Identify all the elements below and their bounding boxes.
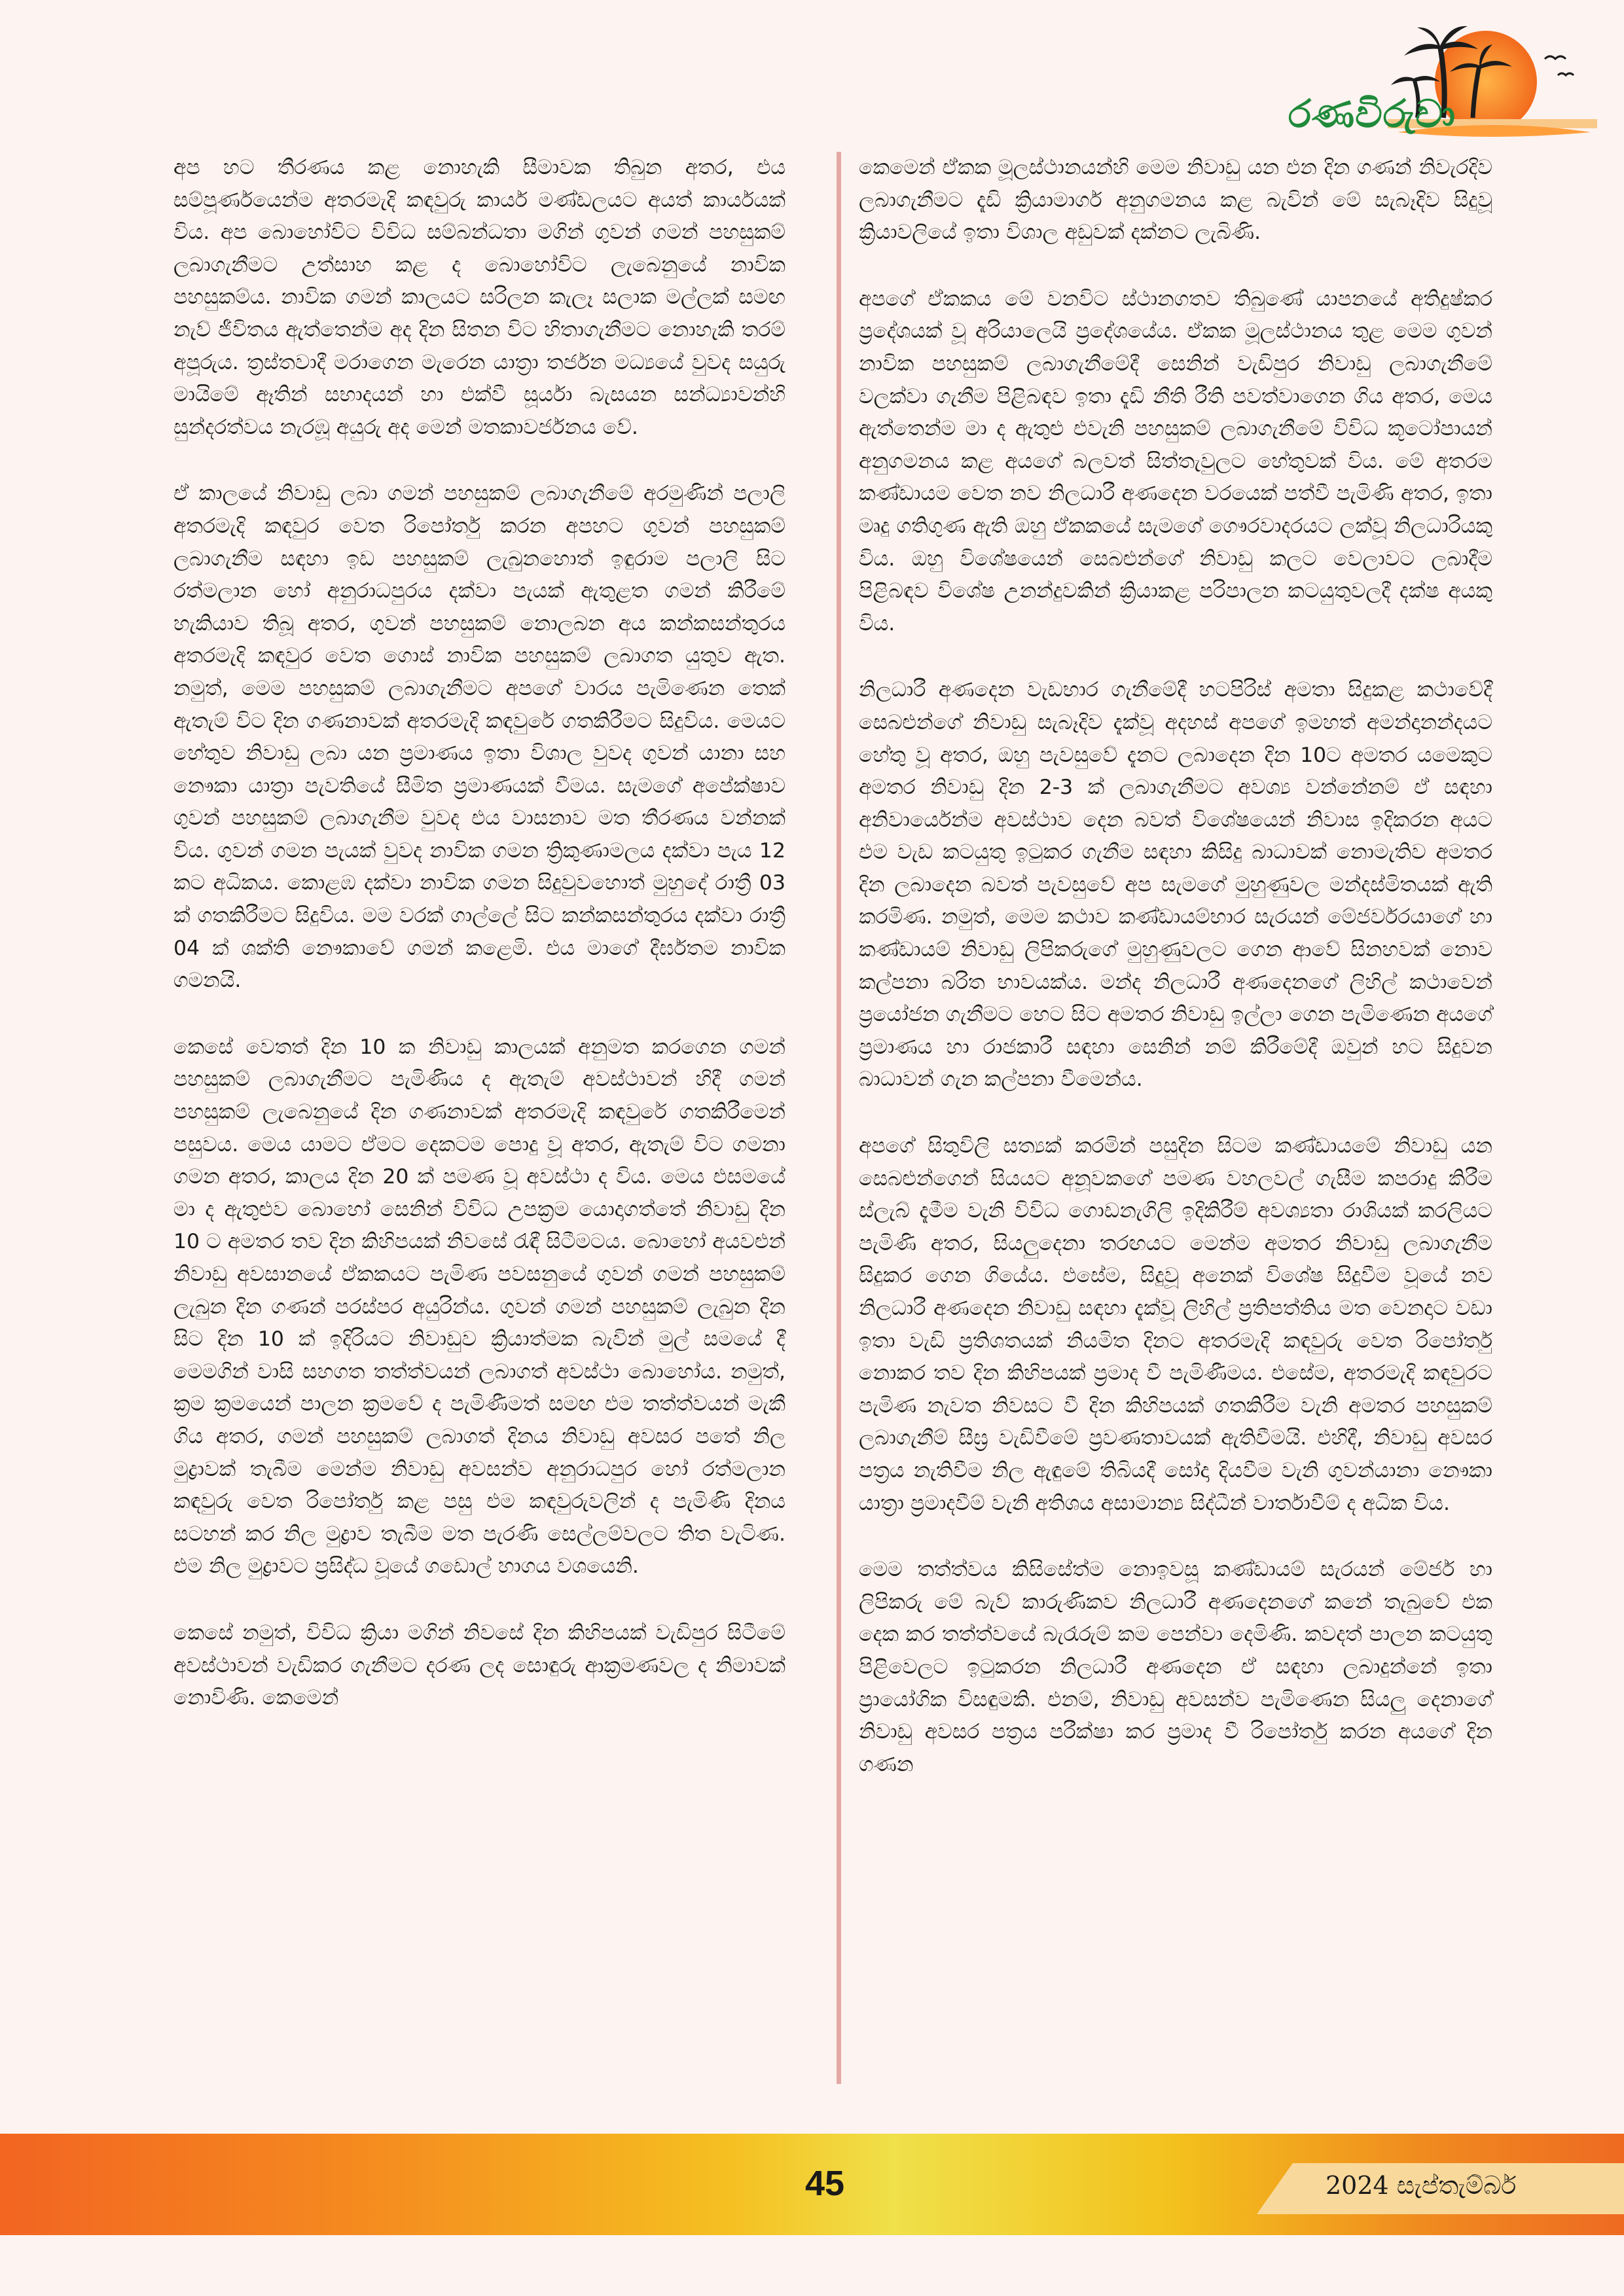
article-column-right <box>859 152 1492 1815</box>
logo-title: රණවිරුවා <box>1288 92 1456 136</box>
page-number: 45 <box>804 2164 845 2203</box>
paragraph: මෙම තත්ත්වය කිසිසේත්ම නොඉවසූ කණ්ඩායම් සැරයන් මේජර් හා ලිපිකරු මේ බැව් කාරුණිකව නිලධාරී අණදෙනගේ කනේ තැබුවේ එක දෙක කර තත්ත්වයේ බැරෑරුම් කම පෙන්වා දෙමිණි. කවදත් පාලන කටයුතු පිළිවෙලට ඉටුකරන නිලධාරී අණදෙන ඒ සඳහා ලබාදුන්නේ ඉතා ප්‍රායෝගික විසඳුමකි. එනම්, නිවාඩු අවසන්ව පැමිණෙන සියලු දෙනාගේ නිවාඩු අවසර පත්‍රය පරීක්ෂා කර ප්‍රමාද වී රිපෝර්තු කරන අයගේ දින ගණන <box>859 1558 1492 1776</box>
paragraph: අපගේ ඒකකය මේ වනවිට ස්ථානගතව තිබුණේ යාපනයේ අතිදුෂ්කර ප්‍රදේශයක් වූ අරියාලෙයි ප්‍රදේශයේය. ඒකක මූලස්ථානය තුළ මෙම ගුවන් නාවික පහසුකම් ලබාගැනීමේදී සෙනින් වැඩිපුර නිවාඩු ලබාගැනීමේ වලක්වා ගැනීම පිළිබඳව ඉතා දැඩි නීති රීති පවත්වාගෙන ගිය අතර, මෙය ඇත්තෙන්ම මා ද ඇතුළු එවැනි පහසුකම් ලබාගැනීමේ විවිධ කූටෝපායන් අනුගමනය කළ අයගේ බලවත් සිත්තැවුලට හේතුවක් විය. මේ අතරම කණ්ඩායම වෙත නව නිලධාරී අණදෙන වරයෙක් පත්වී පැමිණි අතර, ඉතා මෘදු ගතිගුණ ඇති ඔහු ඒකකයේ සැමගේ ගෞරවාදරයට ලක්වූ නිලධාරියකු විය. ඔහු විශේෂයෙන් සෙබළුන්ගේ නිවාඩු කලට වෙලාවට ලබාදීම පිළිබඳව විශේෂ උනන්දුවකින් ක්‍රියාකළ පරිපාලන කටයුතුවලදී දක්ෂ අයකු විය. <box>859 287 1492 636</box>
paragraph: අපගේ සිතුවිලි සත්‍යක් කරමින් පසුදින සිටම කණ්ඩායමේ නිවාඩු යන සෙබළුන්ගෙන් සියයට අනූවකගේ පමණ වහලවල් ගැසීම කපරාදු කිරීම ස්ලැබ් දැමීම වැනි විවිධ ගොඩනැගිලි ඉදිකිරීම් අවශ්‍යතා රාශියක් කරලියට පැමිණි අතර, සියලුදෙනා තරඟයට මෙන්ම අමතර නිවාඩු ලබාගැනීම සිදුකර ගෙන ගියේය. එසේම, සිදුවූ අනෙක් විශේෂ සිදුවීම වූයේ නව නිලධාරී අණදෙන නිවාඩු සඳහා දැක්වූ ලිහිල් ප්‍රතිපත්තිය මත වෙනදාට වඩා ඉතා වැඩි ප්‍රතිශතයක් නියමිත දිනට අතරමැදි කඳවුරු වෙත රිපෝර්තු නොකර තව දින කිහිපයක් ප්‍රමාද වී පැමිණීමය. එසේම, අතරමැදි කඳවුරට පැමිණ නැවත නිවසට වී දින කිහිපයක් ගතකිරීම වැනි අමතර පහසුකම් ලබාගැනීම් සීඝ්‍ර වැඩිවීමේ ප්‍රවණතාවයක් ඇතිවීමයි. එහිදී, නිවාඩු අවසර පත්‍රය නැතිවීම නිල ඇඳුමේ තිබියදී සෝදා දියවීම වැනි ගුවන්යානා නෞකා යාත්‍රා ප්‍රමාදවීම් වැනි අතිශය අසාමාන්‍ය සිද්ධීන් වාර්තාවීම් ද අධික විය. <box>859 1134 1492 1515</box>
paragraph: අප හට තීරණය කළ නොහැකි සීමාවක තිබුන අතර, එය සම්පූර්ණයෙන්ම අතරමැදි කඳවුරු කාර්ය මණ්ඩලයට අයත් කාර්යයක් විය. අප බොහෝවිට විවිධ සම්බන්ධතා මගින් ගුවන් ගමන් පහසුකම් ලබාගැනීමට උත්සාහ කළ ද බොහෝවිට ලැබෙනුයේ නාවික පහසුකම්ය. නාවික ගමන් කාලයට සරිලන කැලෑ සලාක මල්ලක් සමඟ නැව් ජීවිතය ඇත්තෙන්ම අද දින සිතන විට හිතාගැනීමට නොහැකි තරම් අපූරුය. ත්‍රස්තවාදී මරාගෙන මැරෙන යාත්‍රා තර්ජන මධ්‍යයේ වුවද සයුරු මායිමේ ඈතින් සභාදයන් හා එක්වී සූර්යා බැසයන සන්ධ්‍යාවන්හි සුන්දරත්වය නැරඹූ අයුරු අද මෙන් මතකාවර්ජනය වේ. <box>173 156 785 439</box>
magazine-logo <box>1283 20 1610 157</box>
paragraph: ඒ කාලයේ නිවාඩු ලබා ගමන් පහසුකම් ලබාගැනීමේ අරමුණින් පලාලි අතරමැදි කඳවුර වෙත රිපෝර්තු කරන අපහට ගුවන් පහසුකම් ලබාගැනීම සඳහා ඉඩ පහසුකම් ලැබුනහොත් ඉඳුරාම පලාලි සිට රත්මලාන හෝ අනුරාධපුරය දක්වා පැයක් ඇතුළත ගමන් කිරීමේ හැකියාව තිබූ අතර, ගුවන් පහසුකම් නොලබන අය කන්කසන්තුරය අතරමැදි කඳවුර වෙත ගොස් නාවික පහසුකම් ලබාගත යුතුව ඇත. නමුත්, මෙම පහසුකම් ලබාගැනීමට අපගේ වාරය පැමිණෙන තෙක් ඇතැම් විට දින ගණනාවක් අතරමැදි කඳවුරේ ගතකිරීමට සිදුවිය. මෙයට හේතුව නිවාඩු ලබා යන ප්‍රමාණය ඉතා විශාල වුවද ගුවන් යානා සහ නෞකා යාත්‍රා පැවතියේ සීමිත ප්‍රමාණයක් වීමය. සැමගේ අපේක්ෂාව ගුවන් පහසුකම් ලබාගැනීම වුවද එය වාසනාව මත තීරණය වන්නක් විය. ගුවන් ගමන පැයක් වුවද නාවික ගමන ත්‍රිකුණාමලය දක්වා පැය 12 කට අධිකය. කොළඹ දක්වා නාවික ගමන සිදුවුවහොත් මුහුදේ රාත්‍රී 03 ක් ගතකිරීමට සිදුවිය. මම වරක් ගාල්ලේ සිට කන්කසන්තුරය දක්වා රාත්‍රී 04 ක් ශක්ති නෞකාවේ ගමන් කළෙමි. එය මාගේ දීර්ඝතම නාවික ගමනයි. <box>173 482 785 993</box>
issue-date: 2024 සැප්තැම්බර් <box>1326 2171 1517 2200</box>
paragraph: නිලධාරී අණදෙන වැඩභාර ගැනීමේදී හටපිරිස් අමතා සිදුකළ කථාවේදී සෙබළුන්ගේ නිවාඩු සැබෑදිව දැක්වූ අදහස් අපගේ ඉමහත් අමන්දානන්දයට හේතු වූ අතර, ඔහු පැවසුවේ දැනට ලබාදෙන දින 10ට අමතර යමෙකුට අමතර නිවාඩු දින 2-3 ක් ලබාගැනීමට අවශ්‍ය වන්නේනම් ඒ සඳහා අනිවාර්යෙන්ම අවස්ථාව දෙන බවත් විශේෂයෙන් නිවාස ඉදිකරන අයට එම වැඩ කටයුතු ඉටුකර ගැනීම සඳහා කිසිදු බාධාවක් නොමැතිව අමතර දින ලබාදෙන බවත් පැවසුවේ අප සැමගේ මුහුණුවල මන්දස්මිතයක් ඇති කරමිණ. නමුත්, මෙම කථාව කණ්ඩායම්භාර සැරයන් මේජර්වරයාගේ හා කණ්ඩායම් නිවාඩු ලිපිකරුගේ මුහුණුවලට ගෙන ආවේ සිනහවක් නොව කල්පනා බරිත භාවයක්ය. මන්ද නිලධාරී අණදෙනගේ ලිහිල් කථාවෙන් ප්‍රයෝජන ගැනීමට හෙට සිට අමතර නිවාඩු ඉල්ලා ගෙන පැමිණෙන අයගේ ප්‍රමාණය හා රාජකාරී සඳහා සෙනින් නම් කිරීමේදී ඔවුන් හට සිදුවන බාධාවන් ගැන කල්පනා වීමෙන්ය. <box>859 678 1492 1092</box>
paragraph: කෙමෙන් ඒකක මූලස්ථානයන්හි මෙම නිවාඩු යන එන දින ගණන් නිවැරදිව ලබාගැනීමට දැඩි ක්‍රියාමාර්ග අනුගමනය කළ බැවින් මේ සැබෑදිව සිදුවූ ක්‍රියාවලියේ ඉතා විශාල අඩුවක් දක්නට ලැබිණි. <box>859 156 1492 245</box>
paragraph: කෙසේ වෙතත් දින 10 ක නිවාඩු කාලයක් අනුමත කරගෙන ගමන් පහසුකම් ලබාගැනීමට පැමිණිය ද ඇතැම් අවස්ථාවන් හිදී ගමන් පහසුකම් ලැබෙනුයේ දින ගණනාවක් අතරමැදි කඳවුරේ ගතකිරීමෙන් පසුවය. මෙය යාමට ඒමට දෙකටම පොදු වූ අතර, ඇතැම් විට ගමනා ගමන අතර, කාලය දින 20 ක් පමණ වූ අවස්ථා ද විය. මෙය එසමයේ මා ද ඇතුළුව බොහෝ සෙනින් විවිධ උපක්‍රම යොදාගත්තේ නිවාඩු දින 10 ට අමතර තව දින කිහිපයක් නිවසේ රැඳී සිටීමටය. බොහෝ අයවළුන් නිවාඩු අවසානයේ ඒකකයට පැමිණ පවසනුයේ ගුවන් ගමන් පහසුකම් ලැබුන දින ගණන් පරස්පර අයුරින්ය. ගුවන් ගමන් පහසුකම් ලැබුන දින සිට දින 10 ක් ඉදිරියට නිවාඩුව ක්‍රියාත්මක බැවින් මුල් සමයේ දී මෙමගින් වාසි සහගත තත්ත්වයන් ලබාගත් අවස්ථා බොහෝය. නමුත්, ක්‍රම ක්‍රමයෙන් පාලන ක්‍රමවේ ද පැමිණීමත් සමඟ එම තත්ත්වයන් මැකී ගිය අතර, ගමන් පහසුකම් ලබාගත් දිනය නිවාඩු අවසර පතේ නිල මුද්‍රාවක් තැබීම මෙන්ම නිවාඩු අවසන්ව අනුරාධපුර හෝ රත්මලාන කඳවුරු වෙත රිපෝර්තු කළ පසු එම කඳවුරුවලින් ද පැමිණි දිනය සටහන් කර නිල මුද්‍රාව තැබීම මත පැරණි සෙල්ලම්වලට තිත වැටිණ. එම නිල මුද්‍රාවට ප්‍රසිද්ධ වූයේ ගඩොල් හාගය වශයෙනි. <box>173 1035 785 1579</box>
article-column-left <box>173 152 785 1749</box>
column-divider <box>837 152 841 2084</box>
paragraph: කෙසේ නමුත්, විවිධ ක්‍රියා මගින් නිවසේ දින කිහිපයක් වැඩිපුර සිටීමේ අවස්ථාවන් වැඩිකර ගැනීමට දරණ ලද සොඳුරු ආක්‍රමණවල ද නිමාවක් නොවිණි. කෙමෙන් <box>173 1621 785 1710</box>
